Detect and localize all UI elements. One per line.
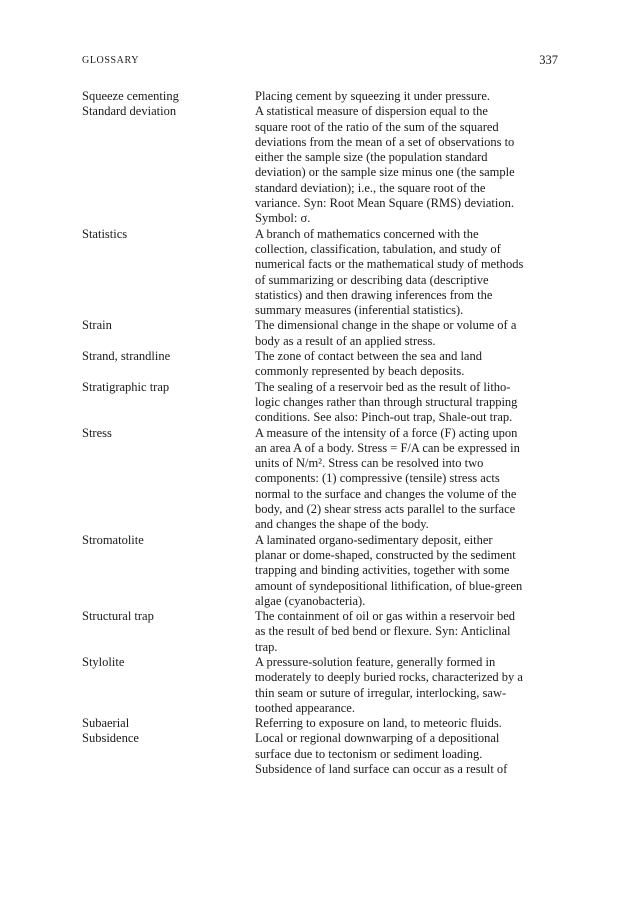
glossary-entry [82, 380, 560, 426]
definition-line: body as a result of an applied stress. [255, 333, 436, 348]
glossary-entry [82, 716, 560, 731]
definition-line: either the sample size (the population standard [255, 150, 488, 165]
definition-line: of summarizing or describing data (descriptive [255, 272, 489, 287]
glossary-definition [255, 716, 559, 731]
definition-line: commonly represented by beach deposits. [255, 364, 465, 379]
glossary-entry [82, 104, 560, 226]
running-title: GLOSSARY [82, 55, 140, 66]
definition-line: planar or dome-shaped, constructed by the sediment [255, 547, 516, 562]
glossary-term: Structural trap [82, 609, 154, 624]
definition-line: statistics) and then drawing inferences from the [255, 287, 493, 302]
definition-line: A branch of mathematics concerned with the [255, 226, 479, 241]
definition-line: logic changes rather than through structural trapping [255, 394, 518, 409]
glossary-list [82, 89, 560, 777]
definition-line: normal to the surface and changes the volume of the [255, 486, 517, 501]
definition-line: Local or regional downwarping of a depositional [255, 731, 500, 746]
definition-line: an area A of a body. Stress = F/A can be expressed in [255, 440, 520, 455]
glossary-definition [255, 227, 559, 319]
definition-line: trap. [255, 639, 278, 654]
definition-line: deviation) or the sample size minus one (the sample [255, 165, 515, 180]
glossary-term: Stress [82, 425, 112, 440]
glossary-entry [82, 609, 560, 655]
definition-line: amount of syndepositional lithification, of blue-green [255, 578, 523, 593]
glossary-entry [82, 227, 560, 319]
glossary-definition [255, 349, 559, 380]
definition-line: moderately to deeply buried rocks, characterized by a [255, 670, 523, 685]
glossary-term: Squeeze cementing [82, 89, 179, 103]
glossary-term: Statistics [82, 226, 128, 241]
definition-line: conditions. See also: Pinch-out trap, Shale-out trap. [255, 410, 513, 425]
definition-line: The containment of oil or gas within a reservoir bed [255, 609, 515, 624]
page-number: 337 [539, 53, 558, 67]
definition-line: thin seam or suture of irregular, interlocking, saw- [255, 685, 507, 700]
definition-line: algae (cyanobacteria). [255, 593, 366, 608]
glossary-definition [255, 104, 559, 226]
glossary-term: Subsidence [82, 731, 139, 746]
definition-line: Subsidence of land surface can occur as a result of [255, 762, 508, 777]
definition-line: and changes the shape of the body. [255, 517, 429, 532]
glossary-entry [82, 426, 560, 533]
page-header [82, 55, 558, 71]
glossary-term: Subaerial [82, 716, 130, 731]
glossary-definition [255, 731, 559, 777]
definition-line: Symbol: σ. [255, 211, 311, 226]
definition-line: numerical facts or the mathematical study of methods [255, 257, 524, 272]
glossary-definition [255, 89, 559, 104]
definition-line: standard deviation); i.e., the square root of the [255, 180, 486, 195]
glossary-definition [255, 655, 559, 716]
definition-line: units of N/m². Stress can be resolved into two [255, 456, 484, 471]
definition-line: A pressure-solution feature, generally formed in [255, 654, 496, 669]
definition-line: as the result of bed bend or flexure. Syn: Anticlinal [255, 624, 511, 639]
glossary-term: Stylolite [82, 654, 125, 669]
definition-line: collection, classification, tabulation, and study of [255, 241, 501, 256]
glossary-definition [255, 609, 559, 655]
definition-line: surface due to tectonism or sediment loading. [255, 746, 483, 761]
definition-line: Placing cement by squeezing it under pressure. [255, 89, 490, 103]
glossary-entry [82, 318, 560, 349]
glossary-entry [82, 349, 560, 380]
glossary-term: Strand, strandline [82, 349, 171, 364]
glossary-term: Stromatolite [82, 532, 144, 547]
definition-line: variance. Syn: Root Mean Square (RMS) deviation. [255, 196, 514, 211]
definition-line: toothed appearance. [255, 700, 355, 715]
definition-line: The dimensional change in the shape or volume of a [255, 318, 517, 333]
glossary-entry [82, 731, 560, 777]
glossary-term: Strain [82, 318, 112, 333]
glossary-entry [82, 89, 560, 104]
definition-line: deviations from the mean of a set of observations to [255, 134, 515, 149]
definition-line: square root of the ratio of the sum of the squared [255, 119, 499, 134]
glossary-definition [255, 426, 559, 533]
definition-line: Referring to exposure on land, to meteoric fluids. [255, 716, 502, 731]
glossary-definition [255, 533, 559, 609]
definition-line: body, and (2) shear stress acts parallel to the surface [255, 502, 516, 517]
definition-line: A measure of the intensity of a force (F) acting upon [255, 425, 518, 440]
glossary-definition [255, 318, 559, 349]
glossary-term: Standard deviation [82, 104, 177, 119]
definition-line: A statistical measure of dispersion equal to the [255, 104, 488, 119]
definition-line: components: (1) compressive (tensile) stress acts [255, 471, 500, 486]
glossary-entry [82, 655, 560, 716]
definition-line: The zone of contact between the sea and land [255, 349, 482, 364]
definition-line: trapping and binding activities, together with some [255, 563, 510, 578]
glossary-term: Stratigraphic trap [82, 379, 170, 394]
definition-line: A laminated organo-sedimentary deposit, either [255, 532, 493, 547]
glossary-entry [82, 533, 560, 609]
glossary-definition [255, 380, 559, 426]
definition-line: summary measures (inferential statistics). [255, 303, 464, 318]
definition-line: The sealing of a reservoir bed as the result of litho- [255, 379, 511, 394]
